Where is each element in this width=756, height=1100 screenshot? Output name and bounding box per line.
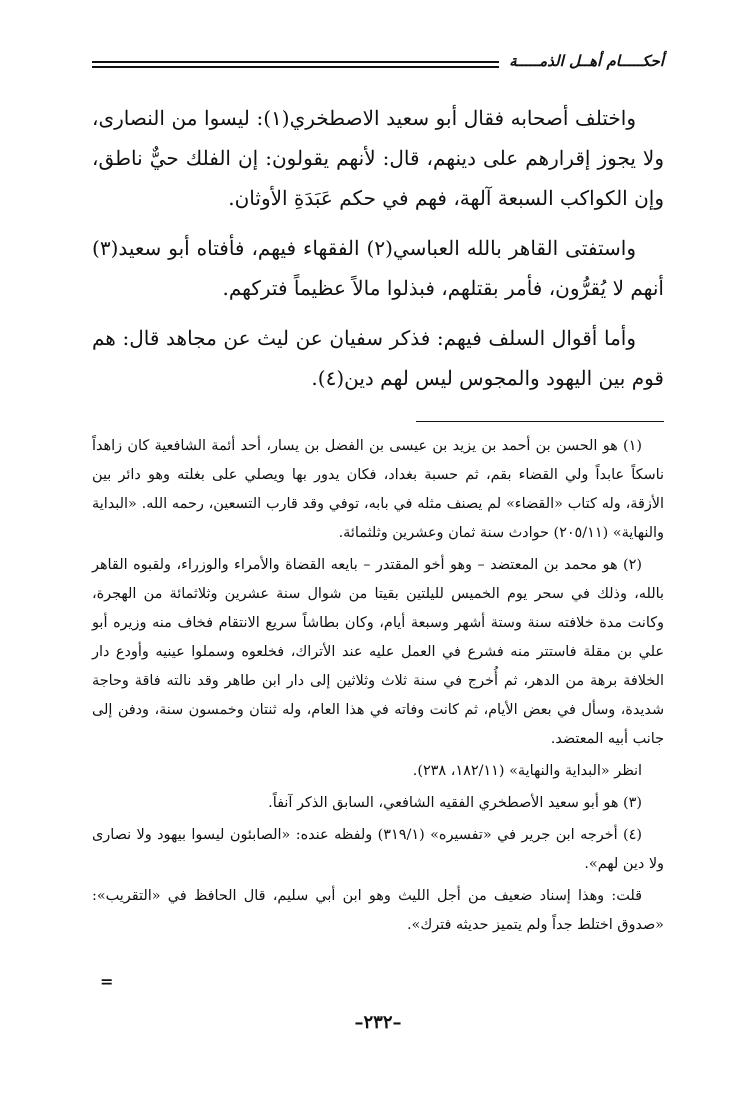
main-paragraph-3: وأما أقوال السلف فيهم: فذكر سفيان عن ليث عن مجاهد قال: هم قوم بين اليهود والمجوس ليس لهم دين(٤). bbox=[92, 326, 664, 390]
footnote-3: (٣) هو أبو سعيد الأصطخري الفقيه الشافعي، السابق الذكر آنفاً. bbox=[268, 795, 642, 811]
footnotes bbox=[92, 432, 664, 943]
footnote-2: (٢) هو محمد بن المعتضد – وهو أخو المقتدر – بايعه القضاة والأمراء والوزراء، ولقبوه القاهر بالله، وذلك في سحر يوم الخميس لليلتين بقيتا من شوال سنة عشرين وثلاثمائة من الهجرة، وكانت مدة خلافته سنة وستة أشهر وسبعة أيام، وكان بطاشاً سريع الانتقام فخاف منه وزيره أبو علي بن مقلة فاستتر منه فشرع في العمل عليه عند الأتراك، فخلعوه وسملوا عينيه وأودع دار الخلافة برهة من الدهر، ثم أُخرج في سنة ثلاث وثلاثين إلى دار ابن طاهر وقد نالته فاقة وحاجة شديدة، وسأل في بعض الأيام، ثم كانت وفاته في هذا العام، وله ثنتان وخمسون سنة، ودفن إلى جانب أبيه المعتضد. bbox=[92, 557, 664, 747]
footnote-separator bbox=[416, 421, 664, 422]
footnote-4-comment: قلت: وهذا إسناد ضعيف من أجل الليث وهو ابن أبي سليم، قال الحافظ في «التقريب»: «صدوق اختلط جداً ولم يتميز حديثه فترك». bbox=[92, 888, 664, 933]
main-text bbox=[92, 98, 664, 408]
main-paragraph-2: واستفتى القاهر بالله العباسي(٢) الفقهاء فيهم، فأفتاه أبو سعيد(٣) أنهم لا يُقرُّون، فأمر بقتلهم، فبذلوا مالاً عظيماً فتركهم. bbox=[92, 236, 664, 300]
running-header: أحكـــــام أهــل الذمـــــة bbox=[509, 52, 664, 70]
footnote-4: (٤) أخرجه ابن جرير في «تفسيره» (٣١٩/١) ولفظه عنده: «الصابئون ليسوا بيهود ولا نصارى ولا دين لهم». bbox=[92, 827, 664, 872]
header-rule-bottom bbox=[92, 66, 499, 68]
main-paragraph-1: واختلف أصحابه فقال أبو سعيد الاصطخري(١): ليسوا من النصارى، ولا يجوز إقرارهم على دينهم، قال: لأنهم يقولون: إن الفلك حيٌّ ناطق، وإن الكواكب السبعة آلهة، فهم في حكم عَبَدَةِ الأوثان. bbox=[92, 106, 664, 210]
continuation-mark: = bbox=[100, 972, 114, 991]
footnote-2-reference: انظر «البداية والنهاية» (١٨٢/١١، ٢٣٨). bbox=[412, 763, 642, 779]
header-rule-top bbox=[92, 61, 499, 63]
page-number: –٢٣٢– bbox=[354, 1012, 402, 1033]
footnote-1: (١) هو الحسن بن أحمد بن يزيد بن عيسى بن الفضل بن يسار، أحد أئمة الشافعية كان زاهداً ناسكاً عابداً ولي القضاء بقم، ثم حسبة بغداد، فكان يدور بها ويصلي على بغلته وهو دائر بين الأزقة، وله كتاب «القضاء» لم يصنف مثله في بابه، توفي وقد قارب التسعين، رحمه الله. «البداية والنهاية» (٢٠٥/١١) حوادث سنة ثمان وعشرين وثلثمائة. bbox=[92, 438, 664, 541]
